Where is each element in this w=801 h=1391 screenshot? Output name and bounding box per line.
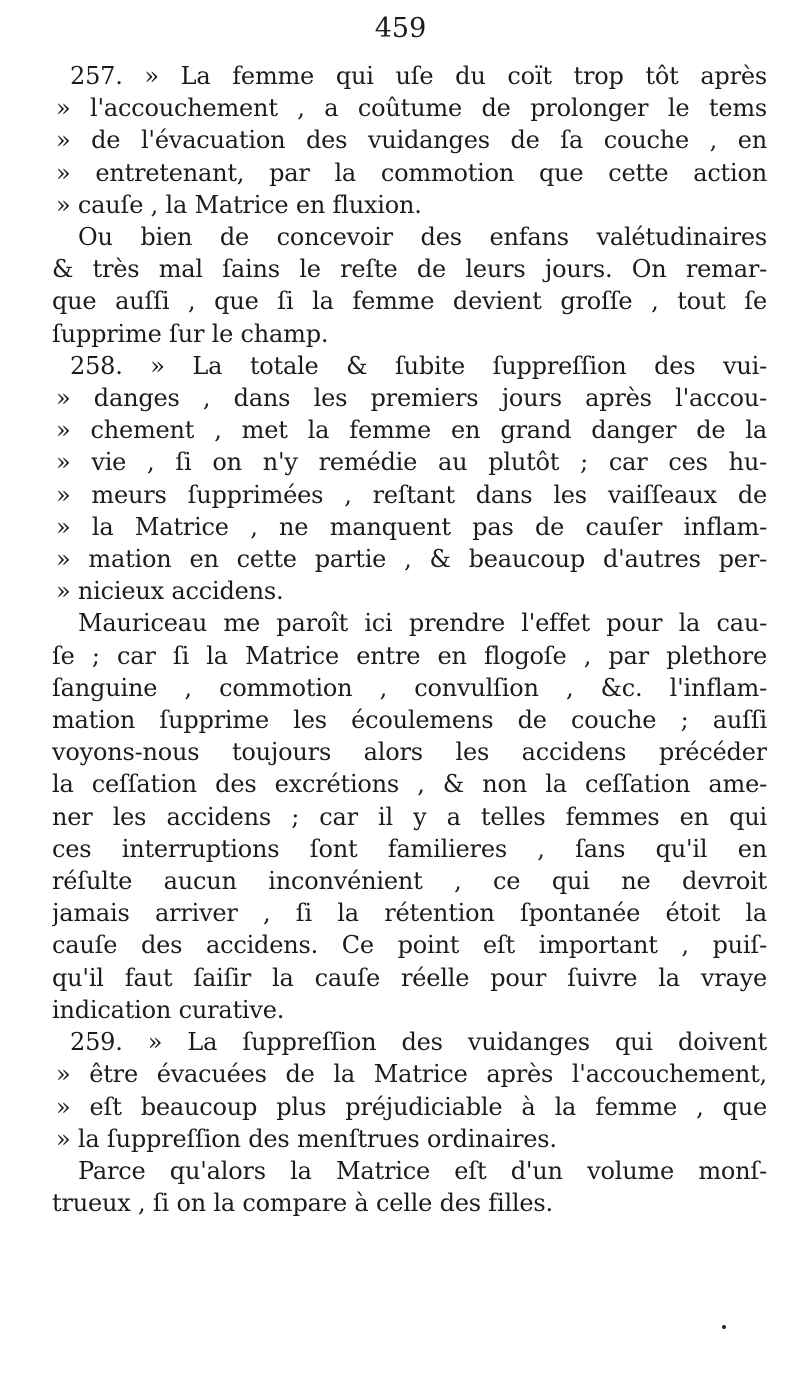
text-line: » la Matrice , ne manquent pas de cauſer inflam- [56, 512, 767, 541]
text-line: » la ſuppreſſion des menſtrues ordinaires. [56, 1124, 557, 1153]
text-line: que auſſi , que ſi la femme devient groſſe , tout ſe [52, 287, 767, 316]
text-line: ner les accidens ; car il y a telles femmes en qui [52, 802, 767, 831]
text-line: Mauriceau me paroît ici prendre l'effet pour la cau- [78, 609, 767, 638]
text-line: ſe ; car ſi la Matrice entre en flogoſe , par plethore [52, 641, 767, 670]
text-line: » entretenant, par la commotion que cette action [56, 158, 767, 187]
text-line: & très mal ſains le reſte de leurs jours. On remar- [52, 255, 767, 284]
text-line: » mation en cette partie , & beaucoup d'autres per- [56, 545, 767, 574]
text-line: voyons-nous toujours alors les accidens précéder [52, 738, 767, 767]
text-line: ſupprime ſur le champ. [52, 319, 329, 348]
text-line: » vie , ſi on n'y remédie au plutôt ; car ces hu- [56, 448, 767, 477]
text-line: mation ſupprime les écoulemens de couche ; auſſi [52, 706, 767, 735]
text-line: ſanguine , commotion , convulſion , &c. l'inflam- [52, 673, 767, 702]
text-line: 257. » La femme qui uſe du coït trop tôt après [70, 62, 767, 90]
text-line: la ceſſation des excrétions , & non la ceſſation ame- [52, 770, 767, 799]
text-line: 259. » La ſuppreſſion des vuidanges qui doivent [70, 1028, 767, 1057]
page-body [52, 60, 767, 1219]
text-line: » nicieux accidens. [56, 577, 284, 606]
ink-speck [722, 1325, 726, 1329]
text-line: 258. » La totale & ſubite ſuppreſſion des vui- [70, 351, 767, 380]
text-line: » meurs ſupprimées , reſtant dans les vaiſſeaux de [56, 480, 767, 509]
text-line: » l'accouchement , a coûtume de prolonger le tems [56, 94, 767, 123]
text-line: » chement , met la femme en grand danger de la [56, 416, 767, 445]
text-line: » être évacuées de la Matrice après l'accouchement, [56, 1060, 767, 1089]
text-line: Parce qu'alors la Matrice eſt d'un volume monſ- [78, 1156, 767, 1185]
text-line: indication curative. [52, 995, 285, 1024]
text-line: qu'il faut ſaiſir la cauſe réelle pour ſuivre la vraye [52, 963, 767, 992]
text-line: Ou bien de concevoir des enfans valétudinaires [78, 223, 767, 252]
text-line: cauſe des accidens. Ce point eſt important , puiſ- [52, 931, 767, 960]
text-line: » danges , dans les premiers jours après l'accou- [56, 384, 767, 413]
text-line: jamais arriver , ſi la rétention ſpontanée étoit la [52, 899, 767, 928]
text-line: ces interruptions ſont familieres , ſans qu'il en [52, 834, 767, 863]
text-line: trueux , ſi on la compare à celle des filles. [52, 1189, 553, 1218]
page-number: 459 [374, 13, 427, 44]
text-line: » de l'évacuation des vuidanges de ſa couche , en [56, 126, 767, 155]
text-line: » eſt beaucoup plus préjudiciable à la femme , que [56, 1092, 767, 1121]
text-line: réſulte aucun inconvénient , ce qui ne devroit [52, 867, 767, 896]
text-line: » cauſe , la Matrice en fluxion. [56, 190, 422, 219]
